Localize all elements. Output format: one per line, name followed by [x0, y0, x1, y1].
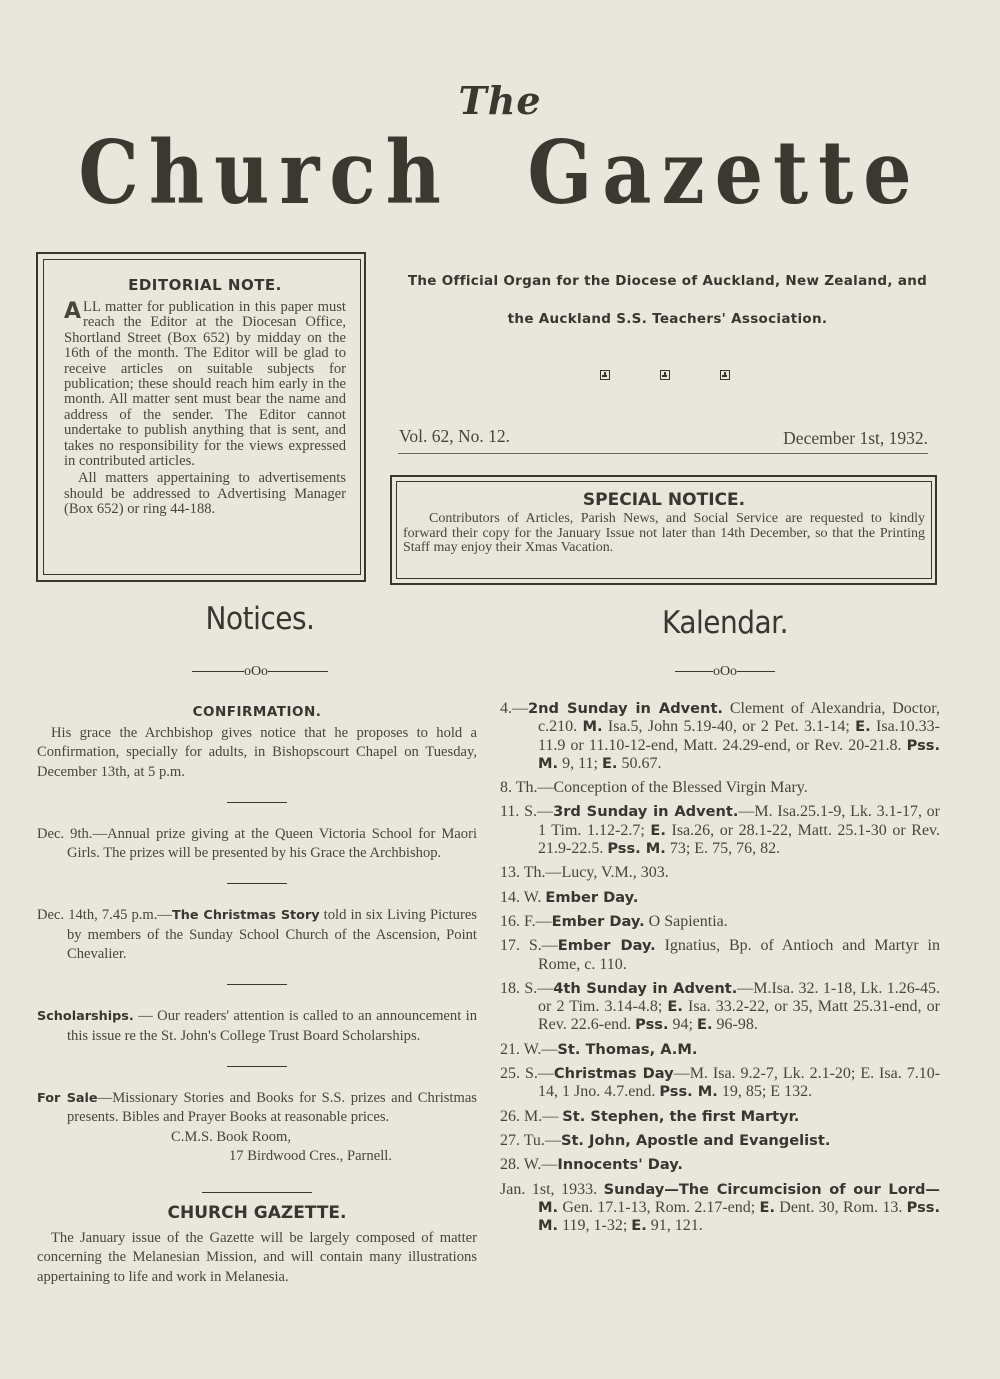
kalendar-day: 17.	[500, 937, 529, 955]
kalendar-text: O Sapientia.	[644, 912, 728, 930]
editorial-note-para1	[64, 300, 346, 469]
kalendar-feast: 2nd Sunday in Advent.	[528, 700, 723, 717]
kalendar-feast: 3rd Sunday in Advent.	[553, 803, 739, 821]
kalendar-day: 21.	[500, 1040, 524, 1058]
confirmation-text: His grace the Archbishop gives notice that he proposes to hold a Confirmation, specially for adults, in Bishopscourt Chapel on Tuesday, December 13th, at 5 p.m.	[37, 725, 477, 780]
kalendar-text: —M.Isa. 32. 1-18, Lk. 1.26-45. or 2 Tim. 3.14-4.8;	[538, 979, 941, 1016]
kalendar-text: Tu.—	[523, 1131, 561, 1149]
kalendar-feast: Pss. M.	[538, 736, 940, 772]
kalendar-text: 91, 121.	[646, 1217, 703, 1235]
kalendar-feast: St. Stephen, the first Martyr.	[562, 1107, 800, 1125]
kalendar-day: 16.	[500, 912, 524, 930]
notice-title: Scholarships.	[37, 1009, 134, 1025]
kalendar-text: F.—	[524, 912, 552, 930]
kalendar-day: 14.	[500, 888, 524, 906]
kalendar-entry	[500, 1181, 940, 1236]
kalendar-text: W.—	[523, 1040, 558, 1058]
volume-number: Vol. 62, No. 12.	[399, 426, 511, 446]
kalendar-day: 28.	[500, 1156, 524, 1174]
kalendar-feast: E.	[667, 998, 683, 1016]
kalendar-entry	[500, 889, 940, 907]
notice-dec9	[37, 825, 477, 864]
kalendar-day: 26.	[500, 1107, 524, 1125]
kalendar-feast: St. John, Apostle and Evangelist.	[560, 1131, 831, 1149]
kalendar-text: M.—	[524, 1107, 563, 1125]
kalendar-entry	[500, 1108, 940, 1126]
organ-line-2: the Auckland S.S. Teachers' Association.	[507, 311, 828, 327]
kalendar-day: 13.	[500, 864, 524, 882]
kalendar-feast: Pss. M.	[659, 1083, 718, 1101]
kalendar-feast: Pss. M.	[607, 840, 666, 858]
kalendar-text: 50.67.	[617, 754, 662, 772]
divider	[398, 453, 928, 454]
kalendar-text: Isa.26, or 28.1-22, Matt. 25.1-30 or Rev. 21.9-22.5.	[538, 821, 941, 858]
kalendar-feast: Ember Day.	[545, 888, 639, 906]
ornament-square-icon	[720, 370, 730, 380]
ornament-text: oOo	[712, 664, 738, 679]
kalendar-text: Dent. 30, Rom. 13.	[775, 1198, 907, 1216]
kalendar-ornament-rule	[495, 664, 955, 680]
kalendar-day: 25.	[500, 1065, 525, 1083]
kalendar-text: S.—	[524, 1065, 554, 1083]
kalendar-feast: E.	[759, 1198, 775, 1216]
kalendar-feast: E.	[855, 718, 871, 736]
editorial-note-box	[36, 252, 366, 582]
kalendar-entry	[500, 1156, 940, 1174]
ornament-text: oOo	[243, 664, 269, 679]
organ-line-1: The Official Organ for the Diocese of Auckland, New Zealand, and	[407, 273, 928, 289]
kalendar-text: S.—	[528, 937, 558, 955]
kalendar-feast: E.	[696, 1016, 713, 1034]
kalendar-text: 19, 85; E 132.	[717, 1083, 813, 1101]
kalendar-day: 11.	[500, 803, 525, 821]
kalendar-feast: M.	[582, 718, 603, 736]
special-notice-title: SPECIAL NOTICE.	[582, 490, 746, 510]
kalendar-text: Th.—Lucy, V.M., 303.	[523, 864, 669, 882]
divider	[227, 802, 287, 803]
kalendar-text: 96-98.	[712, 1016, 758, 1034]
notice-text: Annual prize giving at the Queen Victoria School for Maori Girls. The prizes will be presented by his Grace the Archbishop.	[67, 825, 477, 862]
divider	[227, 883, 287, 884]
kalendar-text: 119, 1-32;	[558, 1217, 632, 1235]
notice-text: told in six Living Pictures by members of the Sunday School Church of the Ascension, Point Chevalier.	[67, 907, 477, 963]
kalendar-column	[500, 700, 940, 1241]
kalendar-day: Jan. 1st, 1933.	[500, 1180, 604, 1198]
confirmation-heading: CONFIRMATION.	[192, 704, 322, 720]
kalendar-text: —M. Isa.25.1-9, Lk. 3.1-17, or 1 Tim. 1.12-2.7;	[538, 803, 941, 839]
notices-column	[37, 704, 477, 1287]
notice-scholarships	[37, 1007, 477, 1046]
kalendar-text: 73; E. 75, 76, 82.	[665, 840, 781, 858]
notice-for-sale	[37, 1089, 477, 1128]
editorial-note-title: EDITORIAL NOTE.	[128, 276, 282, 294]
official-organ-statement	[390, 262, 945, 338]
church-gazette-text: The January issue of the Gazette will be largely composed of matter concerning the Melanesian Mission, and will contain many illustrations appertaining to life and work in Melanesia.	[37, 1230, 477, 1285]
notices-ornament-rule	[30, 664, 490, 680]
special-notice-box	[390, 475, 937, 585]
kalendar-text: Isa.10.33-11.9 or 11.10-12-end, Matt. 24.29-end, or Rev. 20-21.8.	[538, 718, 941, 754]
kalendar-feast: E.	[631, 1217, 647, 1235]
notice-date: Dec. 9th.—	[37, 825, 108, 842]
kalendar-text: Th.—Conception of the Blessed Virgin Mary.	[515, 779, 808, 797]
kalendar-entry	[500, 1065, 940, 1102]
kalendar-text: Isa. 33.2-22, or 35, Matt 25.31-end, or Rev. 22.6-end.	[538, 998, 940, 1034]
kalendar-day: 4.—	[500, 700, 528, 717]
kalendar-entry	[500, 913, 940, 931]
kalendar-day: 8.	[500, 779, 516, 797]
notices-heading: Notices.	[205, 600, 315, 637]
kalendar-entry	[500, 937, 940, 974]
kalendar-feast: Pss.	[635, 1016, 669, 1034]
kalendar-text: 94;	[668, 1016, 697, 1034]
kalendar-day: 18.	[500, 979, 525, 997]
kalendar-text: W.—	[523, 1156, 558, 1174]
kalendar-text: Isa.5, John 5.19-40, or 2 Pet. 3.1-14;	[602, 718, 856, 736]
kalendar-feast: E.	[601, 754, 618, 772]
kalendar-feast: Christmas Day	[553, 1065, 674, 1083]
kalendar-entry	[500, 779, 940, 797]
ornament-square-icon	[600, 370, 610, 380]
kalendar-entry	[500, 803, 940, 858]
kalendar-text: —M. Isa. 9.2-7, Lk. 2.1-20; E. Isa. 7.10-14, 1 Jno. 4.7.end.	[538, 1065, 941, 1101]
notice-text: — Our readers' attention is called to an announcement in this issue re the St. John's College Trust Board Scholarships.	[67, 1008, 477, 1044]
kalendar-feast: E.	[650, 821, 666, 839]
notice-title: The Christmas Story	[172, 908, 320, 924]
masthead-title: Church Gazette	[78, 121, 922, 224]
ornament-row	[600, 370, 730, 380]
kalendar-entry	[500, 1041, 940, 1059]
kalendar-heading: Kalendar.	[661, 604, 789, 641]
editorial-note-text: LL matter for publication in this paper must reach the Editor at the Diocesan Office, Shortland Street (Box 652) by midday on the 16th of the month. The Editor will be glad to receive articles on suitable subjects for publication; these should reach him early in the month. All matter sent must bear the name and address of the sender. The Editor cannot undertake to publish anything that is sent, and takes no responsibility for the views expressed in contributed articles.	[64, 299, 346, 470]
kalendar-feast: Ember Day.	[551, 912, 645, 930]
notice-title: For Sale	[37, 1090, 98, 1106]
kalendar-entry	[500, 864, 940, 882]
church-gazette-heading: CHURCH GAZETTE.	[167, 1203, 347, 1224]
notice-dec14	[37, 906, 477, 964]
kalendar-text: W.	[523, 888, 546, 906]
ornament-square-icon	[660, 370, 670, 380]
kalendar-entry	[500, 700, 940, 773]
kalendar-feast: St. Thomas, A.M.	[557, 1040, 698, 1058]
kalendar-text: 9, 11;	[558, 754, 602, 772]
divider	[202, 1192, 312, 1193]
kalendar-day: 27.	[500, 1131, 524, 1149]
divider	[227, 1066, 287, 1067]
drop-cap: A	[64, 299, 82, 324]
address-line-2: 17 Birdwood Cres., Parnell.	[229, 1147, 392, 1164]
special-notice-text: Contributors of Articles, Parish News, and Social Service are requested to kindly forward their copy for the January Issue not later than 14th December, so that the Printing Staff may enjoy their Xmas Vacation.	[403, 511, 925, 555]
divider	[227, 984, 287, 985]
address-line-1: C.M.S. Book Room,	[171, 1128, 292, 1145]
kalendar-text: S.—	[524, 803, 554, 821]
kalendar-entry	[500, 1132, 940, 1150]
kalendar-feast: 4th Sunday in Advent.	[553, 979, 738, 997]
kalendar-text: S.—	[524, 979, 554, 997]
kalendar-feast: Ember Day.	[557, 937, 656, 955]
notice-date: Dec. 14th, 7.45 p.m.—	[37, 907, 173, 924]
editorial-note-para2: All matters appertaining to advertisements should be addressed to Advertising Manager (Box 652) or ring 44-188.	[64, 470, 346, 518]
kalendar-entry	[500, 980, 940, 1035]
notice-text: —Missionary Stories and Books for S.S. prizes and Christmas presents. Bibles and Prayer Books at reasonable prices.	[67, 1089, 477, 1126]
kalendar-feast: Innocents' Day.	[557, 1156, 683, 1174]
masthead-the: The	[458, 78, 542, 123]
issue-date: December 1st, 1932.	[783, 428, 928, 448]
kalendar-text: Ignatius, Bp. of Antioch and Martyr in Rome, c. 110.	[538, 937, 940, 973]
kalendar-feast: Pss. M.	[538, 1198, 941, 1235]
kalendar-text: Clement of Alexandria, Doctor, c.210.	[538, 700, 940, 736]
kalendar-feast: Sunday—The Circumcision of our Lord—M.	[538, 1180, 940, 1216]
kalendar-text: Gen. 17.1-13, Rom. 2.17-end;	[558, 1198, 760, 1216]
